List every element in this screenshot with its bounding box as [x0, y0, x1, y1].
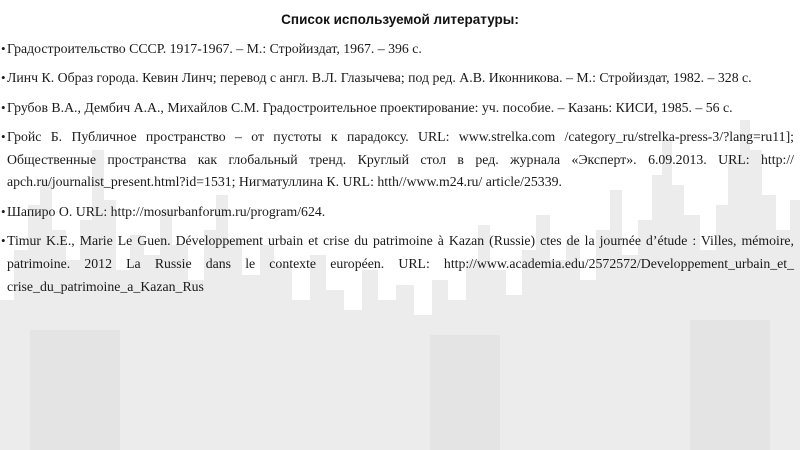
reference-text: Градостроительство СССР. 1917-1967. – М.: Стройиздат, 1967. – 396 с.	[7, 41, 422, 56]
list-item	[0, 38, 800, 61]
list-item	[0, 97, 800, 120]
reference-list	[0, 38, 800, 305]
reference-text: Timur K.E., Marie Le Guen. Développement urbain et crise du patrimoine à Kazan (Russie) ctes de la journée d’étude : Villes, mémoire, patrimoine. 2012 La Russie dans le contexte européen. URL: http://www.academia.edu/2572572/Developpement_urbain_et_ crise_du_patrimoine_a_Kazan_Rus	[7, 233, 794, 294]
bullet-icon: •	[1, 233, 6, 249]
list-item	[0, 67, 800, 90]
bullet-icon: •	[1, 203, 6, 219]
reference-text: Линч К. Образ города. Кевин Линч; перевод с англ. В.Л. Глазычева; под ред. А.В. Иконникова. – М.: Стройиздат, 1982. – 328 с.	[7, 70, 752, 86]
list-item	[0, 126, 800, 194]
reference-text: Гройс Б. Публичное пространство – от пустоты к парадоксу. URL: www.strelka.com /category_ru/strelka-press-3/?lang=ru11]; Общественные пространства как глобальный тренд. Круглый стол в ред. журнала «Эксперт». 6.09.2013. URL: http:// apch.ru/journalist_present.html?id=1531; Нигматуллина К. URL: htth//www.m24.ru/ article/25339.	[7, 128, 794, 190]
page-title: Список используемой литературы:	[281, 12, 519, 27]
bullet-icon: •	[1, 99, 6, 115]
bullet-icon: •	[1, 70, 6, 86]
reference-text: Грубов В.А., Дембич А.А., Михайлов С.М. Градостроительное проектирование: уч. пособие. – Казань: КИСИ, 1985. – 56 с.	[7, 99, 733, 115]
list-item	[0, 230, 800, 298]
bullet-icon: •	[1, 41, 6, 56]
bullet-icon: •	[1, 128, 6, 144]
list-item	[0, 201, 800, 224]
reference-text: Шапиро О. URL: http://mosurbanforum.ru/program/624.	[7, 203, 326, 219]
